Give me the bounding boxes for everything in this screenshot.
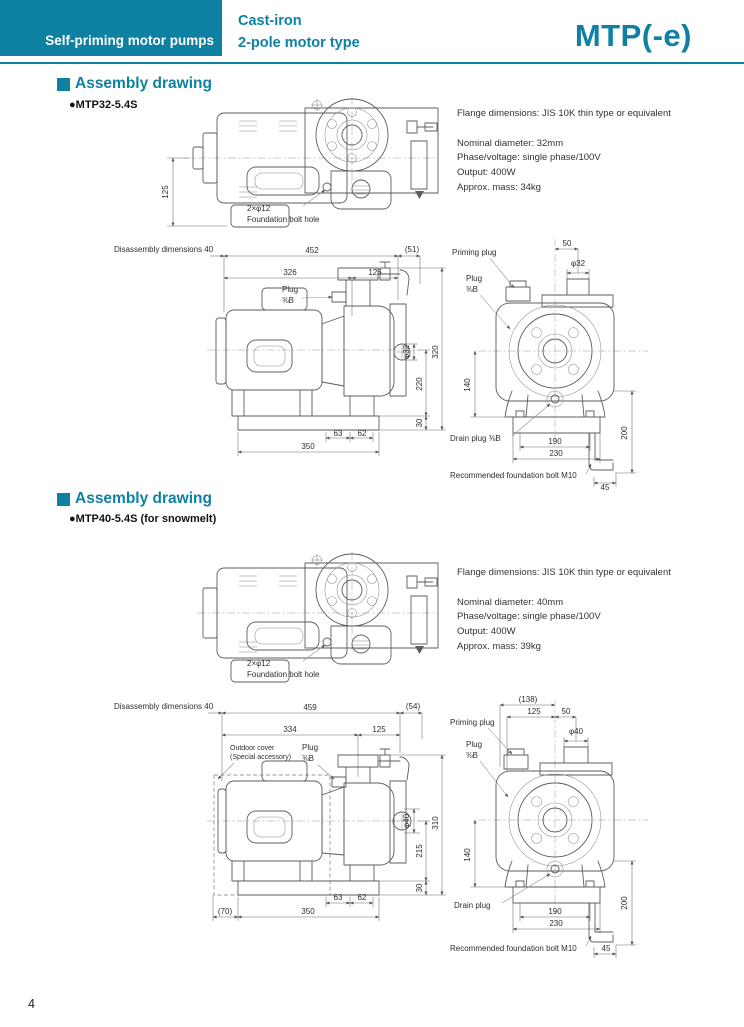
spec-line: Nominal diameter: 32mm [457, 137, 564, 149]
spec-line: Approx. mass: 34kg [457, 181, 541, 193]
svg-text:30: 30 [415, 883, 424, 893]
centerlines [183, 97, 438, 197]
svg-text:φ40: φ40 [568, 727, 584, 736]
svg-text:30: 30 [415, 418, 424, 428]
section-marker-icon [57, 78, 70, 91]
svg-text:334: 334 [283, 725, 297, 734]
bullet-icon: ● [69, 513, 76, 525]
svg-text:⅜B: ⅜B [302, 754, 315, 763]
dims-right [378, 268, 446, 430]
header-type-block [238, 11, 360, 55]
header-type-line2: 2-pole motor type [238, 34, 360, 51]
foundation-note [450, 464, 591, 480]
svg-text:320: 320 [431, 345, 440, 359]
svg-text:326: 326 [283, 268, 297, 277]
section-marker-icon [57, 493, 70, 506]
spec-line: Approx. mass: 39kg [457, 640, 541, 652]
dim-200 [614, 391, 636, 473]
plug-callout [466, 740, 508, 797]
svg-text:190: 190 [548, 907, 562, 916]
svg-text:Recommended foundation bolt M1: Recommended foundation bolt M10 [450, 944, 577, 953]
spec-line: Phase/voltage: single phase/100V [457, 611, 601, 623]
svg-text:(54): (54) [405, 702, 421, 711]
svg-text:452: 452 [305, 246, 319, 255]
drawing-side-view-mtp40 [112, 697, 448, 935]
header-rule [0, 62, 744, 64]
motor-outline [216, 288, 322, 416]
drawing-front-view-mtp32 [450, 233, 744, 491]
svg-text:125: 125 [372, 725, 386, 734]
svg-text:350: 350 [301, 442, 315, 451]
header-series-title: MTP(-e) [574, 18, 692, 53]
section2-model [69, 513, 216, 525]
drawing-side-view-mtp32 [112, 240, 448, 462]
outdoor-cover-outline [214, 775, 330, 895]
svg-text:140: 140 [463, 378, 472, 392]
section2-specs [457, 566, 742, 655]
dim-200 [614, 861, 636, 945]
page-number: 4 [28, 997, 35, 1011]
spec-flange: Flange dimensions: JIS 10K thin type or equivalent [457, 108, 671, 119]
section1-model-label: MTP32-5.4S [75, 99, 138, 111]
svg-text:Recommended foundation bolt M1: Recommended foundation bolt M10 [450, 471, 577, 480]
svg-text:45: 45 [600, 483, 610, 491]
foundation-bolt [589, 433, 613, 470]
svg-text:220: 220 [415, 377, 424, 391]
svg-text:(Special accessory): (Special accessory) [230, 754, 292, 761]
svg-text:200: 200 [620, 426, 629, 440]
spec-line: Nominal diameter: 40mm [457, 596, 564, 608]
svg-text:Foundation bolt hole: Foundation bolt hole [247, 670, 320, 679]
spec-line: Phase/voltage: single phase/100V [457, 152, 601, 164]
spec-line: Output: 400W [457, 626, 516, 638]
svg-text:310: 310 [431, 816, 440, 830]
drain-plug-callout [450, 404, 550, 443]
svg-text:(138): (138) [518, 695, 538, 704]
spec-line: Output: 400W [457, 167, 516, 179]
outdoor-cover-callout [218, 745, 291, 779]
drain-plug-callout [454, 874, 550, 910]
section1-heading [57, 75, 212, 93]
pump-outline [305, 554, 438, 664]
svg-text:φ32: φ32 [570, 259, 586, 268]
dims-top [208, 702, 422, 781]
svg-text:Plug: Plug [466, 740, 483, 749]
header-type-line1: Cast-iron [238, 13, 302, 29]
svg-text:62: 62 [357, 429, 367, 438]
header-category-tab [0, 0, 222, 56]
svg-text:(70): (70) [217, 907, 233, 916]
svg-text:Drain plug ⅜B: Drain plug ⅜B [450, 434, 501, 443]
svg-text:2×φ12: 2×φ12 [247, 659, 271, 668]
svg-text:φ40: φ40 [402, 813, 411, 829]
header-category-label: Self-priming motor pumps [45, 33, 214, 48]
dims-bottom [213, 893, 379, 921]
drawing-top-view-mtp32 [155, 95, 440, 235]
svg-text:230: 230 [549, 919, 563, 928]
svg-text:350: 350 [301, 907, 315, 916]
svg-text:Priming plug: Priming plug [450, 718, 495, 727]
section1-heading-label: Assembly drawing [75, 75, 212, 92]
svg-text:φ32: φ32 [402, 344, 411, 360]
dims-top [555, 239, 589, 279]
section2-model-label: MTP40-5.4S (for snowmelt) [75, 513, 217, 525]
svg-text:190: 190 [548, 437, 562, 446]
centerlines [197, 552, 438, 652]
section1-specs [457, 107, 742, 196]
svg-text:2×φ12: 2×φ12 [247, 204, 271, 213]
drawing-front-view-mtp40 [450, 695, 744, 960]
svg-text:45: 45 [601, 944, 611, 953]
svg-text:126: 126 [368, 268, 382, 277]
priming-plug-callout [452, 248, 514, 288]
svg-text:63: 63 [333, 893, 343, 902]
section2-heading [57, 490, 212, 508]
centerlines [478, 700, 648, 913]
pump-outline [305, 99, 438, 209]
plug-callout [466, 274, 510, 329]
svg-text:Plug: Plug [282, 285, 299, 294]
dim-45 [594, 944, 616, 958]
foundation-bolt [589, 903, 613, 942]
bullet-icon: ● [69, 99, 76, 111]
svg-text:Foundation bolt hole: Foundation bolt hole [247, 215, 320, 224]
svg-text:50: 50 [561, 707, 571, 716]
svg-text:230: 230 [549, 449, 563, 458]
dims-right [378, 755, 446, 895]
svg-text:⅜B: ⅜B [466, 285, 479, 294]
svg-text:⅜B: ⅜B [282, 296, 295, 305]
section1-model [69, 99, 137, 111]
drawing-top-view-mtp40 [195, 550, 440, 692]
svg-text:125: 125 [161, 185, 170, 199]
dims-top [210, 245, 420, 316]
dim-140 [463, 351, 507, 417]
svg-text:Priming plug: Priming plug [452, 248, 497, 257]
svg-text:Outdoor cover: Outdoor cover [230, 745, 275, 752]
svg-text:63: 63 [333, 429, 343, 438]
foundation-note [450, 936, 591, 953]
disassembly-label: Disassembly dimensions 40 [114, 245, 214, 254]
svg-text:(51): (51) [404, 245, 420, 254]
dims-base [513, 433, 600, 463]
svg-text:50: 50 [562, 239, 572, 248]
svg-text:200: 200 [620, 896, 629, 910]
spec-flange: Flange dimensions: JIS 10K thin type or equivalent [457, 567, 671, 578]
svg-text:Drain plug: Drain plug [454, 901, 491, 910]
dims-bottom [238, 429, 379, 456]
dims-base [513, 903, 600, 933]
dim-45 [594, 473, 616, 491]
disassembly-label: Disassembly dimensions 40 [114, 702, 214, 711]
dims-top [500, 695, 588, 771]
svg-text:125: 125 [527, 707, 541, 716]
svg-text:140: 140 [463, 848, 472, 862]
svg-text:459: 459 [303, 703, 317, 712]
svg-text:215: 215 [415, 844, 424, 858]
svg-text:Plug: Plug [466, 274, 483, 283]
svg-text:⅜B: ⅜B [466, 751, 479, 760]
svg-text:62: 62 [357, 893, 367, 902]
dim-140 [463, 820, 507, 887]
svg-text:Plug: Plug [302, 743, 319, 752]
section2-heading-label: Assembly drawing [75, 490, 212, 507]
